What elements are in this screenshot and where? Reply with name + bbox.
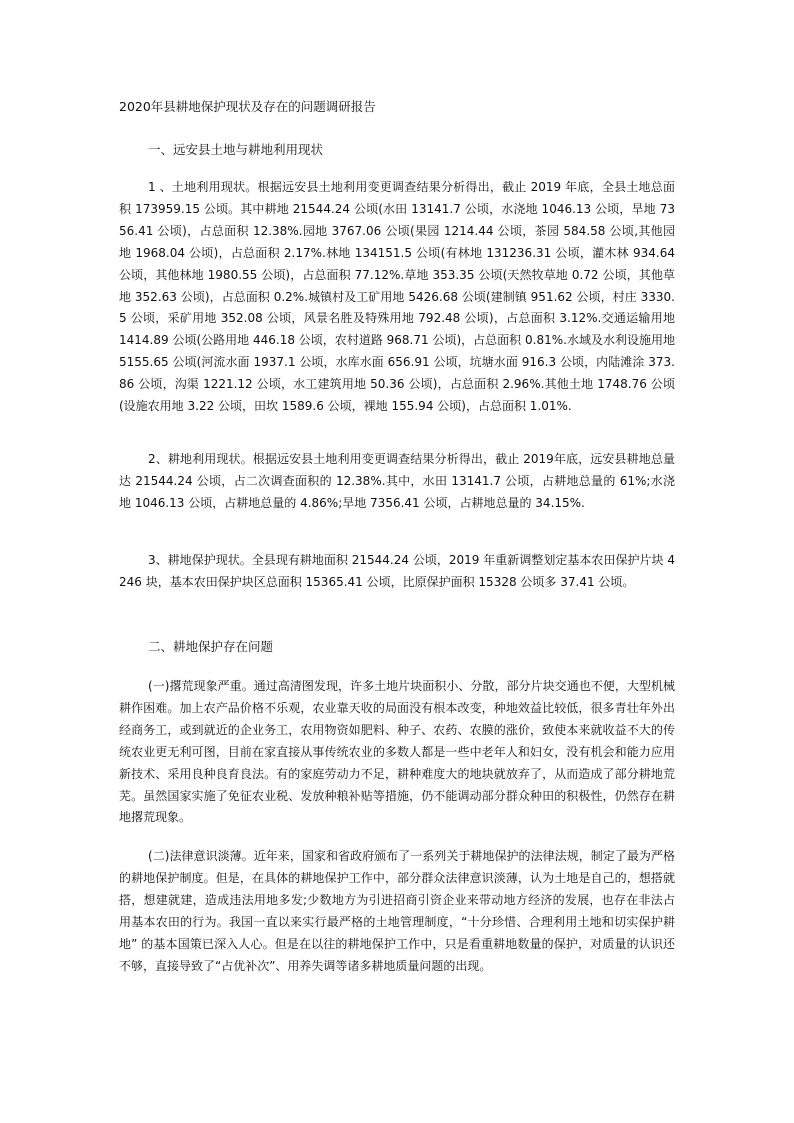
section-heading-1: 一、远安县土地与耕地利用现状 <box>148 142 324 157</box>
section-heading-2: 二、耕地保护存在问题 <box>148 639 274 654</box>
paragraph-land-use: 1 、土地利用现状。根据远安县土地利用变更调查结果分析得出，截止 2019 年底，全县土地总面积 173959.15 公顷。其中耕地 21544.24 公顷(水田 13141.7 公顷，水浇地 1046.13 公顷，旱地 7356.41 公顷)，占总面积 12.38%.园地 3767.06 公顷(果园 1214.44 公顷，茶园 584.58 公顷,其他园地 1968.04 公顷)，占总面积 2.17%.林地 134151.5 公顷(有林地 131236.31 公顷，灌木林 934.64 公顷，其他林地 1980.55 公顷)，占总面积 77.12%.草地 353.35 公顷(天然牧草地 0.72 公顷，其他草地 352.63 公顷)，占总面积 0.2%.城镇村及工矿用地 5426.68 公顷(建制镇 951.62 公顷，村庄 3330.5 公顷，采矿用地 352.08 公顷，风景名胜及特殊用地 792.48 公顷)，占总面积 3.12%.交通运输用地 1414.89 公顷(公路用地 446.18 公顷，农村道路 968.71 公顷)，占总面积 0.81%.水域及水利设施用地 5155.65 公顷(河流水面 1937.1 公顷，水库水面 656.91 公顷，坑塘水面 916.3 公顷，内陆滩涂 373.86 公顷，沟渠 1221.12 公顷，水工建筑用地 50.36 公顷)，占总面积 2.96%.其他土地 1748.76 公顷(设施农用地 3.22 公顷，田坎 1589.6 公顷，裸地 155.94 公顷)，占总面积 1.01%. <box>119 180 675 414</box>
document-title: 2020年县耕地保护现状及存在的问题调研报告 <box>119 99 376 114</box>
paragraph-cultivated-land-protection: 3、耕地保护现状。全县现有耕地面积 21544.24 公顷，2019 年重新调整划定基本农田保护片块 4246 块，基本农田保护块区总面积 15365.41 公顷，比原保护面积 15328 公顷多 37.41 公顷。 <box>119 553 675 589</box>
paragraph-cultivated-land-use: 2、耕地利用现状。根据远安县土地利用变更调查结果分析得出，截止 2019年底，远安县耕地总量达 21544.24 公顷，占二次调查面积的 12.38%.其中，水田 13141.7 公顷，占耕地总量的 61%;水浇地 1046.13 公顷，占耕地总量的 4.86%;旱地 7356.41 公顷，占耕地总量的 34.15%. <box>119 452 675 510</box>
paragraph-legal-awareness: (二)法律意识淡薄。近年来，国家和省政府颁布了一系列关于耕地保护的法律法规，制定了最为严格的耕地保护制度。但是，在具体的耕地保护工作中，部分群众法律意识淡薄，认为土地是自己的，想搭就搭，想建就建，造成违法用地多发;少数地方为引进招商引资企业来带动地方经济的发展，也存在非法占用基本农田的行为。我国一直以来实行最严格的土地管理制度，“十分珍惜、合理利用土地和切实保护耕地” 的基本国策已深入人心。但是在以往的耕地保护工作中，只是看重耕地数量的保护，对质量的认识还不够，直接导致了“占优补次”、用养失调等诸多耕地质量问题的出现。 <box>119 849 675 973</box>
paragraph-abandonment: (一)撂荒现象严重。通过高清图发现，许多土地片块面积小、分散，部分片块交通也不便，大型机械耕作困难。加上农产品价格不乐观，农业靠天收的局面没有根本改变，种地效益比较低，很多青壮年外出经商务工，或到就近的企业务工，农用物资如肥料、种子、农药、农膜的涨价，致使本来就收益不大的传统农业更无利可图，目前在家直接从事传统农业的多数人都是一些中老年人和妇女，没有机会和能力应用新技术、采用良种良育良法。有的家庭劳动力不足，耕种难度大的地块就放弃了，从而造成了部分耕地荒芜。虽然国家实施了免征农业税、发放种粮补贴等措施，仍不能调动部分群众种田的积极性，仍然存在耕地撂荒现象。 <box>119 679 675 825</box>
